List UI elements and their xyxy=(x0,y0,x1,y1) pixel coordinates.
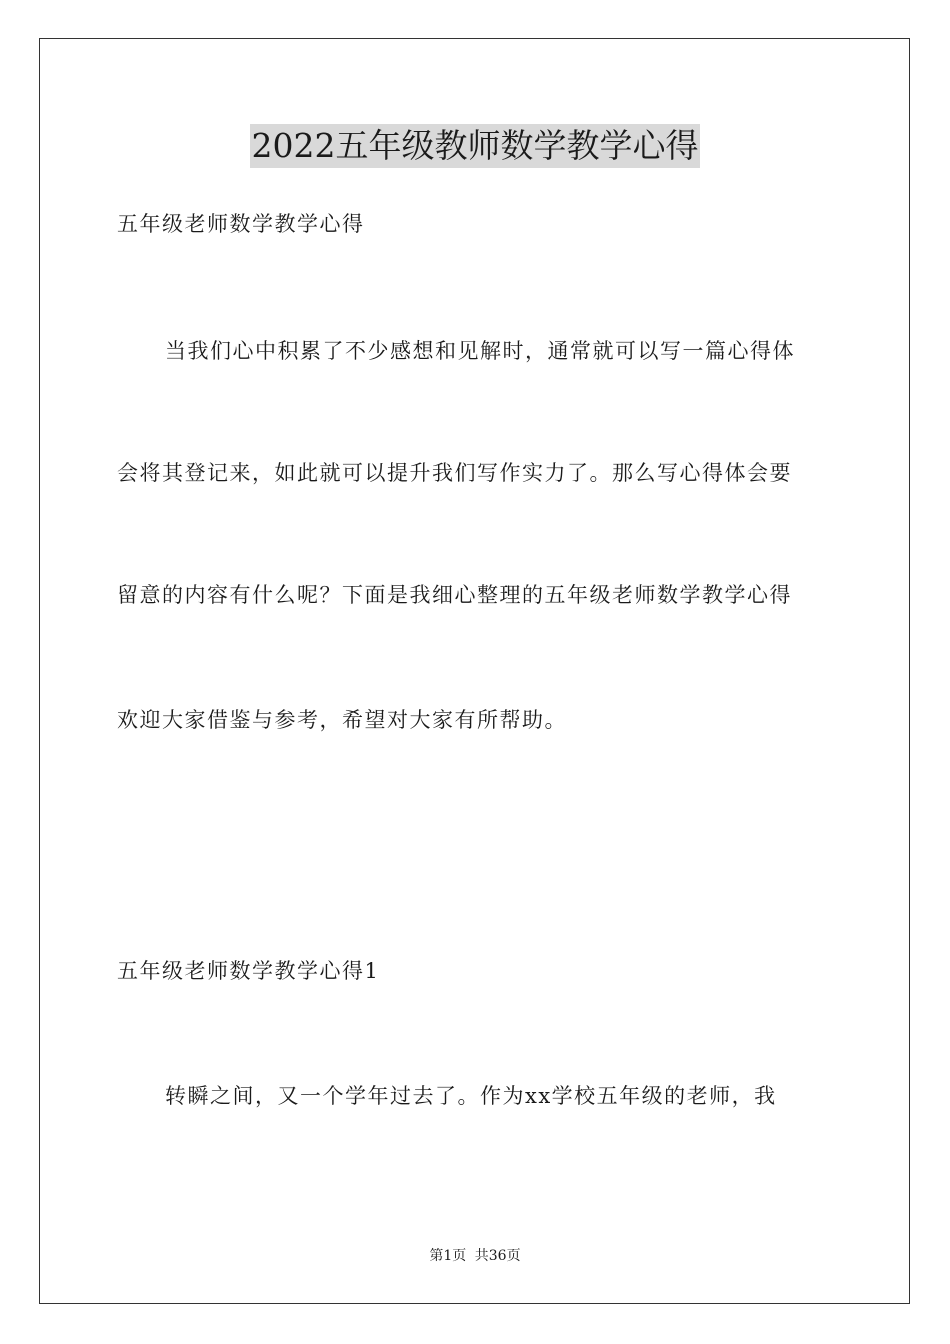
title-container xyxy=(0,124,950,168)
paragraph-line: 会将其登记来，如此就可以提升我们写作实力了。那么写心得体会要 xyxy=(117,461,792,485)
document-subtitle: 五年级老师数学教学心得 xyxy=(117,212,365,236)
page-footer xyxy=(0,1246,950,1266)
page-total: 共36页 xyxy=(474,1248,521,1264)
paragraph-line: 欢迎大家借鉴与参考，希望对大家有所帮助。 xyxy=(117,708,567,732)
paragraph-line: 留意的内容有什么呢？下面是我细心整理的五年级老师数学教学心得 xyxy=(117,583,792,607)
paragraph-line: 当我们心中积累了不少感想和见解时，通常就可以写一篇心得体 xyxy=(165,339,795,363)
document-title: 2022五年级教师数学教学心得 xyxy=(250,124,701,168)
paragraph-line: 转瞬之间，又一个学年过去了。作为xx学校五年级的老师，我 xyxy=(165,1084,777,1108)
section-heading: 五年级老师数学教学心得1 xyxy=(117,959,380,983)
page-number: 第1页 xyxy=(429,1248,467,1264)
